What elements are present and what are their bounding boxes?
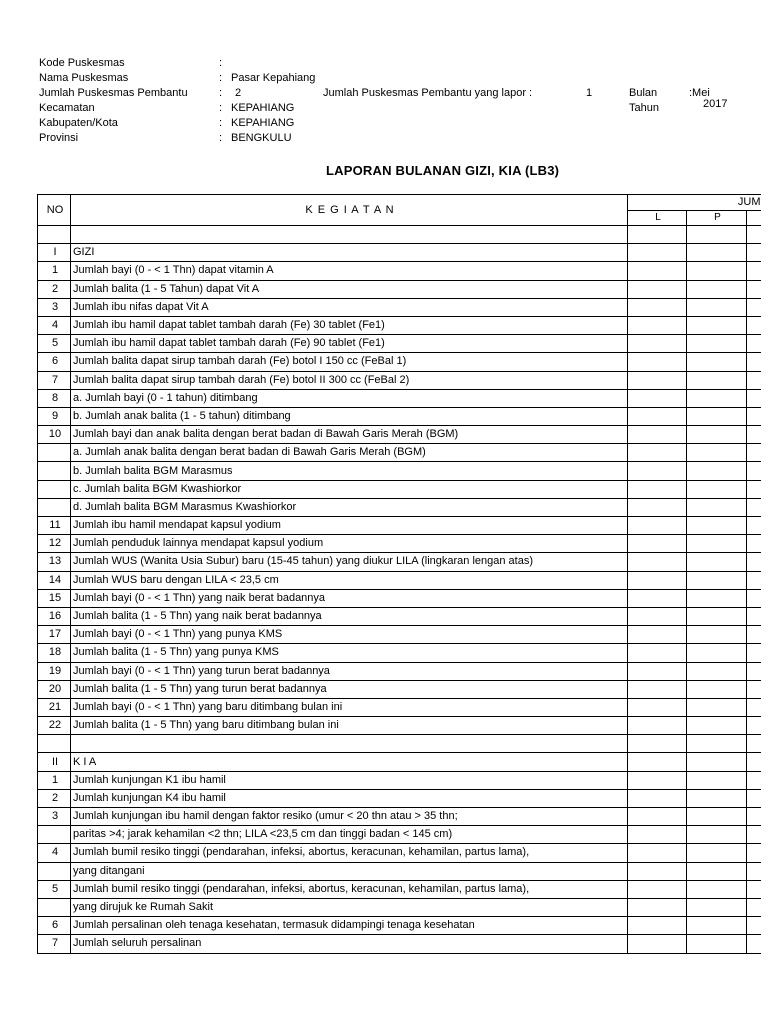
cell-l[interactable] <box>628 935 687 953</box>
cell-l[interactable] <box>628 808 687 826</box>
cell-extra <box>747 644 761 662</box>
kecamatan-row <box>39 100 759 116</box>
cell-extra <box>747 735 761 753</box>
table-row <box>38 880 761 898</box>
cell-extra <box>747 844 761 862</box>
cell-p[interactable] <box>687 462 747 480</box>
table-row <box>38 898 761 916</box>
cell-l[interactable] <box>628 517 687 535</box>
cell-p[interactable] <box>687 935 747 953</box>
table-row <box>38 771 761 789</box>
row-number <box>38 735 71 753</box>
cell-l[interactable] <box>628 535 687 553</box>
col-kegiatan-header: K E G I A T A N <box>71 195 628 226</box>
cell-extra <box>747 880 761 898</box>
cell-extra <box>747 698 761 716</box>
cell-l[interactable] <box>628 917 687 935</box>
cell-extra <box>747 444 761 462</box>
cell-p[interactable] <box>687 226 747 244</box>
table-row <box>38 535 761 553</box>
row-number <box>38 480 71 498</box>
row-kegiatan: Jumlah ibu nifas dapat Vit A <box>71 298 628 316</box>
cell-extra <box>747 826 761 844</box>
row-kegiatan: Jumlah balita dapat sirup tambah darah (Fe) botol I 150 cc (FeBal 1) <box>71 353 628 371</box>
row-kegiatan: Jumlah kunjungan ibu hamil dengan faktor resiko (umur < 20 thn atau > 35 thn; <box>71 808 628 826</box>
row-number <box>38 898 71 916</box>
cell-extra <box>747 771 761 789</box>
row-number <box>38 498 71 516</box>
cell-p[interactable] <box>687 753 747 771</box>
cell-extra <box>747 607 761 625</box>
cell-extra <box>747 407 761 425</box>
cell-p[interactable] <box>687 698 747 716</box>
cell-extra <box>747 898 761 916</box>
row-kegiatan: d. Jumlah balita BGM Marasmus Kwashiorkor <box>71 498 628 516</box>
table-row <box>38 371 761 389</box>
row-number: 11 <box>38 517 71 535</box>
col-extra-header <box>747 210 761 226</box>
cell-extra <box>747 553 761 571</box>
cell-extra <box>747 662 761 680</box>
cell-extra <box>747 353 761 371</box>
table-row <box>38 426 761 444</box>
row-kegiatan: Jumlah balita (1 - 5 Thn) yang baru ditimbang bulan ini <box>71 717 628 735</box>
row-kegiatan: a. Jumlah bayi (0 - 1 tahun) ditimbang <box>71 389 628 407</box>
row-kegiatan: c. Jumlah balita BGM Kwashiorkor <box>71 480 628 498</box>
cell-l[interactable] <box>628 680 687 698</box>
row-kegiatan: Jumlah bayi (0 - < 1 Thn) yang punya KMS <box>71 626 628 644</box>
row-kegiatan: Jumlah penduduk lainnya mendapat kapsul yodium <box>71 535 628 553</box>
tahun-value: 2017 <box>703 98 728 110</box>
row-number: 21 <box>38 698 71 716</box>
row-number: 17 <box>38 626 71 644</box>
bulan-value: :Mei <box>689 87 710 99</box>
row-kegiatan: Jumlah balita (1 - 5 Thn) yang naik berat badannya <box>71 607 628 625</box>
row-kegiatan <box>71 735 628 753</box>
cell-p[interactable] <box>687 371 747 389</box>
row-kegiatan: yang dirujuk ke Rumah Sakit <box>71 898 628 916</box>
tahun-label: Tahun <box>629 102 659 114</box>
cell-l[interactable] <box>628 662 687 680</box>
row-number: 22 <box>38 717 71 735</box>
table-row <box>38 644 761 662</box>
cell-l[interactable] <box>628 262 687 280</box>
table-row <box>38 407 761 425</box>
lapor-label: Jumlah Puskesmas Pembantu yang lapor : <box>323 87 533 99</box>
cell-l[interactable] <box>628 771 687 789</box>
cell-l[interactable] <box>628 571 687 589</box>
row-number: 7 <box>38 371 71 389</box>
cell-l[interactable] <box>628 553 687 571</box>
cell-extra <box>747 226 761 244</box>
cell-p[interactable] <box>687 607 747 625</box>
row-number: 3 <box>38 298 71 316</box>
table-row <box>38 698 761 716</box>
table-row <box>38 607 761 625</box>
cell-l[interactable] <box>628 589 687 607</box>
cell-l[interactable] <box>628 735 687 753</box>
table-row <box>38 844 761 862</box>
row-number <box>38 862 71 880</box>
table-row <box>38 462 761 480</box>
row-number: 13 <box>38 553 71 571</box>
cell-l[interactable] <box>628 298 687 316</box>
row-kegiatan: GIZI <box>71 244 628 262</box>
cell-p[interactable] <box>687 353 747 371</box>
table-row <box>38 789 761 807</box>
kabupaten-value: KEPAHIANG <box>231 117 295 129</box>
row-number: 15 <box>38 589 71 607</box>
row-number <box>38 226 71 244</box>
cell-extra <box>747 262 761 280</box>
cell-extra <box>747 280 761 298</box>
cell-p[interactable] <box>687 480 747 498</box>
cell-l[interactable] <box>628 753 687 771</box>
cell-p[interactable] <box>687 316 747 334</box>
table-row <box>38 353 761 371</box>
cell-extra <box>747 426 761 444</box>
row-kegiatan: Jumlah WUS baru dengan LILA < 23,5 cm <box>71 571 628 589</box>
cell-extra <box>747 389 761 407</box>
row-number: 18 <box>38 644 71 662</box>
cell-l[interactable] <box>628 844 687 862</box>
cell-p[interactable] <box>687 280 747 298</box>
cell-p[interactable] <box>687 808 747 826</box>
provinsi-label: Provinsi <box>39 132 79 144</box>
row-number <box>38 444 71 462</box>
table-row <box>38 517 761 535</box>
row-number: 2 <box>38 280 71 298</box>
table-header-row <box>38 195 761 211</box>
table-row <box>38 735 761 753</box>
cell-extra <box>747 244 761 262</box>
cell-l[interactable] <box>628 644 687 662</box>
cell-extra <box>747 862 761 880</box>
col-jumlah-header: JUM <box>628 195 761 211</box>
cell-l[interactable] <box>628 389 687 407</box>
row-kegiatan: yang ditangani <box>71 862 628 880</box>
cell-p[interactable] <box>687 898 747 916</box>
row-kegiatan: Jumlah bayi dan anak balita dengan berat badan di Bawah Garis Merah (BGM) <box>71 426 628 444</box>
cell-l[interactable] <box>628 353 687 371</box>
pembantu-row <box>39 85 759 101</box>
cell-p[interactable] <box>687 298 747 316</box>
cell-l[interactable] <box>628 426 687 444</box>
cell-l[interactable] <box>628 407 687 425</box>
cell-p[interactable] <box>687 498 747 516</box>
cell-p[interactable] <box>687 680 747 698</box>
row-kegiatan: Jumlah bumil resiko tinggi (pendarahan, infeksi, abortus, keracunan, kehamilan, partus lama), <box>71 844 628 862</box>
row-number: 6 <box>38 353 71 371</box>
col-no-header: NO <box>38 195 71 226</box>
table-row <box>38 280 761 298</box>
col-l-header: L <box>628 210 687 226</box>
cell-p[interactable] <box>687 244 747 262</box>
table-row <box>38 589 761 607</box>
table-row <box>38 262 761 280</box>
kecamatan-label: Kecamatan <box>39 102 95 114</box>
row-kegiatan: Jumlah kunjungan K1 ibu hamil <box>71 771 628 789</box>
row-kegiatan: Jumlah ibu hamil mendapat kapsul yodium <box>71 517 628 535</box>
table-row <box>38 335 761 353</box>
cell-l[interactable] <box>628 717 687 735</box>
cell-extra <box>747 480 761 498</box>
table-row <box>38 680 761 698</box>
table-row <box>38 826 761 844</box>
cell-extra <box>747 808 761 826</box>
row-number: 1 <box>38 771 71 789</box>
colon: : <box>219 117 223 129</box>
cell-l[interactable] <box>628 826 687 844</box>
cell-p[interactable] <box>687 444 747 462</box>
row-kegiatan: b. Jumlah balita BGM Marasmus <box>71 462 628 480</box>
cell-p[interactable] <box>687 662 747 680</box>
cell-p[interactable] <box>687 644 747 662</box>
nama-value: Pasar Kepahiang <box>231 72 316 84</box>
cell-extra <box>747 589 761 607</box>
row-kegiatan: Jumlah balita (1 - 5 Thn) yang punya KMS <box>71 644 628 662</box>
cell-p[interactable] <box>687 771 747 789</box>
row-number: 16 <box>38 607 71 625</box>
cell-extra <box>747 626 761 644</box>
cell-extra <box>747 316 761 334</box>
colon: : <box>219 57 223 69</box>
colon: : <box>219 72 223 84</box>
cell-l[interactable] <box>628 607 687 625</box>
cell-extra <box>747 680 761 698</box>
cell-p[interactable] <box>687 589 747 607</box>
row-number: 12 <box>38 535 71 553</box>
row-number: I <box>38 244 71 262</box>
cell-extra <box>747 535 761 553</box>
row-number: 19 <box>38 662 71 680</box>
cell-extra <box>747 917 761 935</box>
cell-p[interactable] <box>687 735 747 753</box>
cell-l[interactable] <box>628 698 687 716</box>
bulan-label: Bulan <box>629 87 658 99</box>
cell-l[interactable] <box>628 898 687 916</box>
table-row <box>38 444 761 462</box>
row-kegiatan: Jumlah balita (1 - 5 Tahun) dapat Vit A <box>71 280 628 298</box>
table-row <box>38 389 761 407</box>
row-number: 14 <box>38 571 71 589</box>
table-row <box>38 662 761 680</box>
cell-p[interactable] <box>687 917 747 935</box>
row-kegiatan: Jumlah bayi (0 - < 1 Thn) yang naik berat badannya <box>71 589 628 607</box>
cell-p[interactable] <box>687 389 747 407</box>
cell-extra <box>747 753 761 771</box>
cell-extra <box>747 371 761 389</box>
cell-p[interactable] <box>687 789 747 807</box>
table-row <box>38 316 761 334</box>
table-row <box>38 626 761 644</box>
cell-extra <box>747 298 761 316</box>
cell-p[interactable] <box>687 335 747 353</box>
colon: : <box>219 102 223 114</box>
cell-extra <box>747 717 761 735</box>
row-number: 4 <box>38 844 71 862</box>
table-row <box>38 244 761 262</box>
table-row <box>38 553 761 571</box>
cell-l[interactable] <box>628 498 687 516</box>
row-number: 6 <box>38 917 71 935</box>
row-kegiatan: a. Jumlah anak balita dengan berat badan di Bawah Garis Merah (BGM) <box>71 444 628 462</box>
pembantu-label: Jumlah Puskesmas Pembantu <box>39 87 188 99</box>
cell-p[interactable] <box>687 517 747 535</box>
colon: : <box>219 132 223 144</box>
table-row <box>38 226 761 244</box>
row-kegiatan: Jumlah seluruh persalinan <box>71 935 628 953</box>
row-kegiatan <box>71 226 628 244</box>
row-kegiatan: Jumlah bumil resiko tinggi (pendarahan, infeksi, abortus, keracunan, kehamilan, partus lama), <box>71 880 628 898</box>
row-number <box>38 462 71 480</box>
row-number: 5 <box>38 335 71 353</box>
col-p-header: P <box>687 210 747 226</box>
row-number: 20 <box>38 680 71 698</box>
cell-extra <box>747 462 761 480</box>
cell-p[interactable] <box>687 407 747 425</box>
row-number: 9 <box>38 407 71 425</box>
row-kegiatan: Jumlah persalinan oleh tenaga kesehatan, termasuk didampingi tenaga kesehatan <box>71 917 628 935</box>
row-kegiatan: Jumlah ibu hamil dapat tablet tambah darah (Fe) 90 tablet (Fe1) <box>71 335 628 353</box>
cell-p[interactable] <box>687 262 747 280</box>
row-kegiatan: K I A <box>71 753 628 771</box>
cell-extra <box>747 498 761 516</box>
row-kegiatan: paritas >4; jarak kehamilan <2 thn; LILA <23,5 cm dan tinggi badan < 145 cm) <box>71 826 628 844</box>
cell-extra <box>747 571 761 589</box>
cell-l[interactable] <box>628 371 687 389</box>
nama-label: Nama Puskesmas <box>39 72 129 84</box>
row-kegiatan: Jumlah kunjungan K4 ibu hamil <box>71 789 628 807</box>
row-number: 1 <box>38 262 71 280</box>
table-row <box>38 808 761 826</box>
table-row <box>38 298 761 316</box>
table-row <box>38 571 761 589</box>
table-row <box>38 935 761 953</box>
cell-extra <box>747 935 761 953</box>
table-row <box>38 753 761 771</box>
cell-l[interactable] <box>628 789 687 807</box>
row-number: 7 <box>38 935 71 953</box>
cell-p[interactable] <box>687 626 747 644</box>
kabupaten-label: Kabupaten/Kota <box>39 117 118 129</box>
table-row <box>38 917 761 935</box>
cell-l[interactable] <box>628 462 687 480</box>
cell-p[interactable] <box>687 553 747 571</box>
cell-p[interactable] <box>687 880 747 898</box>
row-number: 4 <box>38 316 71 334</box>
row-kegiatan: Jumlah WUS (Wanita Usia Subur) baru (15-45 tahun) yang diukur LILA (lingkaran lengan atas) <box>71 553 628 571</box>
row-number: 3 <box>38 808 71 826</box>
cell-extra <box>747 789 761 807</box>
cell-p[interactable] <box>687 844 747 862</box>
cell-extra <box>747 517 761 535</box>
report-table <box>37 194 761 954</box>
cell-p[interactable] <box>687 826 747 844</box>
cell-l[interactable] <box>628 480 687 498</box>
row-kegiatan: Jumlah ibu hamil dapat tablet tambah darah (Fe) 30 tablet (Fe1) <box>71 316 628 334</box>
cell-p[interactable] <box>687 571 747 589</box>
cell-p[interactable] <box>687 535 747 553</box>
row-kegiatan: Jumlah bayi (0 - < 1 Thn) yang baru ditimbang bulan ini <box>71 698 628 716</box>
cell-p[interactable] <box>687 426 747 444</box>
cell-extra <box>747 335 761 353</box>
pembantu-value: 2 <box>235 87 242 99</box>
colon: : <box>219 87 223 99</box>
row-number: 2 <box>38 789 71 807</box>
table-row <box>38 480 761 498</box>
cell-l[interactable] <box>628 444 687 462</box>
kode-label: Kode Puskesmas <box>39 57 125 69</box>
row-number <box>38 826 71 844</box>
row-number: 8 <box>38 389 71 407</box>
report-title: LAPORAN BULANAN GIZI, KIA (LB3) <box>326 163 560 178</box>
provinsi-value: BENGKULU <box>231 132 292 144</box>
table-row <box>38 717 761 735</box>
row-number: 5 <box>38 880 71 898</box>
cell-l[interactable] <box>628 280 687 298</box>
cell-l[interactable] <box>628 880 687 898</box>
cell-l[interactable] <box>628 226 687 244</box>
cell-p[interactable] <box>687 717 747 735</box>
row-number: 10 <box>38 426 71 444</box>
cell-l[interactable] <box>628 316 687 334</box>
row-kegiatan: Jumlah bayi (0 - < 1 Thn) yang turun berat badannya <box>71 662 628 680</box>
lapor-value: 1 <box>586 87 593 99</box>
table-body <box>38 226 761 954</box>
cell-l[interactable] <box>628 626 687 644</box>
table-row <box>38 498 761 516</box>
row-kegiatan: Jumlah balita (1 - 5 Thn) yang turun berat badannya <box>71 680 628 698</box>
row-number: II <box>38 753 71 771</box>
row-kegiatan: b. Jumlah anak balita (1 - 5 tahun) ditimbang <box>71 407 628 425</box>
cell-p[interactable] <box>687 862 747 880</box>
cell-l[interactable] <box>628 862 687 880</box>
kecamatan-value: KEPAHIANG <box>231 102 295 114</box>
row-kegiatan: Jumlah bayi (0 - < 1 Thn) dapat vitamin A <box>71 262 628 280</box>
cell-l[interactable] <box>628 335 687 353</box>
row-kegiatan: Jumlah balita dapat sirup tambah darah (Fe) botol II 300 cc (FeBal 2) <box>71 371 628 389</box>
table-row <box>38 862 761 880</box>
cell-l[interactable] <box>628 244 687 262</box>
